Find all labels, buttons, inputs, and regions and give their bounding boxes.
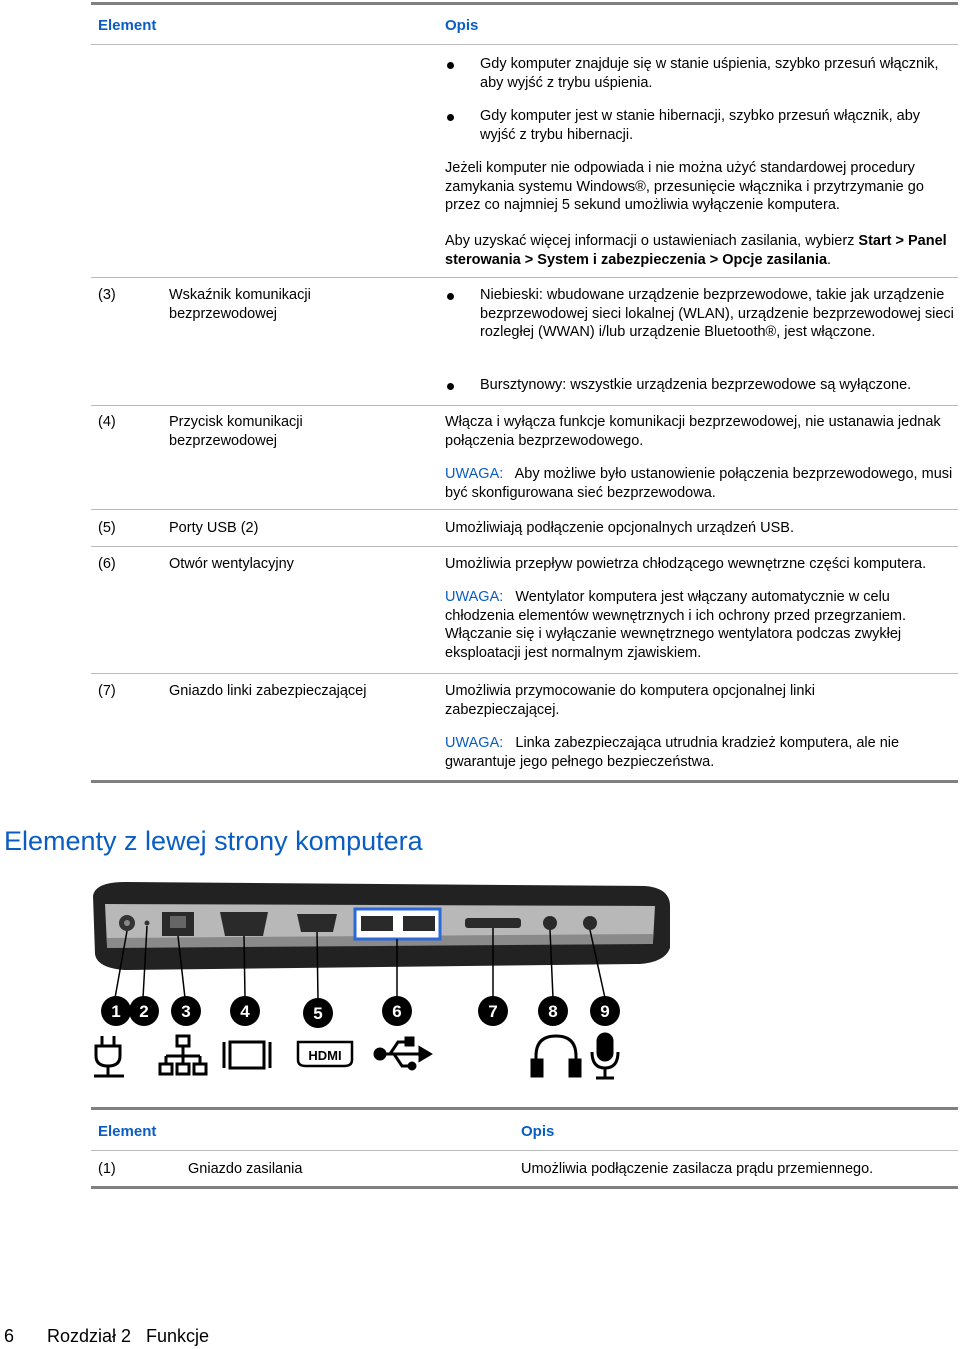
header-divider — [91, 1150, 958, 1151]
note-label: UWAGA: — [445, 466, 504, 482]
microphone-icon — [592, 1034, 618, 1078]
callout-8 — [537, 995, 569, 1027]
row-number: (4) — [98, 414, 116, 430]
callout-3 — [170, 995, 202, 1027]
row-description: Umożliwia przepływ powietrza chłodzącego wewnętrzne części komputera. — [445, 556, 927, 572]
paragraph-power-options — [445, 232, 957, 269]
note-label: UWAGA: — [445, 589, 504, 605]
row-description: Umożliwiają podłączenie opcjonalnych urządzeń USB. — [445, 520, 794, 536]
note — [445, 734, 950, 771]
row-divider — [91, 277, 958, 278]
column-header-element: Element — [98, 17, 157, 34]
hdmi-icon — [298, 1042, 352, 1066]
callout-6 — [381, 995, 413, 1027]
svg-text:3: 3 — [181, 1002, 191, 1021]
bullet-text: Gdy komputer znajduje się w stanie uśpienia, szybko przesuń włącznik, aby wyjść z trybu uśpienia. — [480, 56, 939, 91]
note — [445, 588, 945, 662]
headphones-icon — [532, 1036, 580, 1076]
svg-text:8: 8 — [548, 1002, 558, 1021]
row-divider — [91, 673, 958, 674]
callout-9 — [589, 995, 621, 1027]
table2-bottom-rule — [91, 1186, 958, 1189]
note-text: Wentylator komputera jest włączany automatycznie w celu chłodzenia elementów wewnętrznych i ich ochrony przed przegrzaniem. Włączanie się i wyłączanie wewnętrznego wentylatora podczas zwykłej eksploatacji jest normalnym zjawiskiem. — [445, 589, 907, 661]
bullet-icon — [447, 62, 454, 69]
svg-text:6: 6 — [392, 1002, 402, 1021]
row-divider — [91, 546, 958, 547]
row-number: (7) — [98, 683, 116, 699]
bullet-text: Niebieski: wbudowane urządzenie bezprzewodowe, takie jak urządzenie bezprzewodowej sieci lokalnej (WLAN), urządzenie bezprzewodowej sieci rozległej (WWAN) i/lub urządzenie Bluetooth®, jest włączone. — [480, 287, 954, 340]
row-description: Umożliwia podłączenie zasilacza prądu przemiennego. — [521, 1161, 874, 1177]
headphone-jack — [543, 916, 557, 930]
paragraph-text: Aby uzyskać więcej informacji o ustawieniach zasilania, wybierz — [445, 233, 859, 249]
row-element-name: Gniazdo zasilania — [188, 1161, 303, 1177]
paragraph: Jeżeli komputer nie odpowiada i nie można użyć standardowej procedury zamykania systemu Windows®, przesunięcie włącznika i przytrzymanie go przez co najmniej 5 sekund umożliwia wyłączenie komputera. — [445, 160, 924, 213]
usb-port — [403, 916, 435, 931]
row-number: (6) — [98, 556, 116, 572]
row-element-name: Porty USB (2) — [169, 520, 259, 536]
note-label: UWAGA: — [445, 735, 504, 751]
section-title: Elementy z lewej strony komputera — [4, 826, 423, 856]
note-text: Linka zabezpieczająca utrudnia kradzież komputera, ale nie gwarantuje jego pełnego bezpieczeństwa. — [445, 735, 900, 770]
page-number: 6 — [4, 1326, 15, 1346]
callout-2 — [128, 995, 160, 1027]
row-element-name: Wskaźnik komunikacji bezprzewodowej — [169, 287, 311, 322]
row-element-name: Gniazdo linki zabezpieczającej — [169, 683, 367, 699]
bullet-text: Bursztynowy: wszystkie urządzenia bezprzewodowe są wyłączone. — [480, 377, 912, 393]
callout-7 — [477, 995, 509, 1027]
row-number: (1) — [98, 1161, 116, 1177]
callout-5 — [302, 997, 334, 1029]
row-divider — [91, 509, 958, 510]
svg-text:9: 9 — [600, 1002, 610, 1021]
microphone-jack — [583, 916, 597, 930]
row-element-name: Przycisk komunikacji bezprzewodowej — [169, 414, 303, 449]
table-bottom-rule — [91, 780, 958, 783]
bullet-icon — [447, 383, 454, 390]
led-indicator — [145, 921, 150, 926]
note-text: Aby możliwe było ustanowienie połączenia bezprzewodowego, musi być skonfigurowana sieć bezprzewodowa. — [445, 466, 953, 501]
svg-text:1: 1 — [111, 1002, 121, 1021]
port-symbol-icons — [90, 1032, 640, 1082]
hdmi-port — [297, 914, 337, 932]
power-plug-icon — [94, 1036, 124, 1076]
usb-port — [361, 916, 393, 931]
vga-port — [220, 912, 268, 936]
bullet-icon — [447, 114, 454, 121]
table-top-rule — [91, 2, 958, 5]
callout-4 — [229, 995, 261, 1027]
row-divider — [91, 405, 958, 406]
row-element-name: Otwór wentylacyjny — [169, 556, 294, 572]
column-header-element: Element — [98, 1123, 157, 1140]
header-divider — [91, 44, 958, 45]
row-number: (5) — [98, 520, 116, 536]
usb-icon — [375, 1038, 430, 1069]
svg-text:4: 4 — [240, 1002, 250, 1021]
note — [445, 465, 957, 502]
network-icon — [160, 1036, 206, 1074]
paragraph-end: . — [827, 251, 832, 268]
row-number: (3) — [98, 287, 116, 303]
row-description: Umożliwia przymocowanie do komputera opcjonalnej linki zabezpieczającej. — [445, 683, 815, 718]
bullet-icon — [447, 293, 454, 300]
svg-text:7: 7 — [488, 1002, 498, 1021]
svg-text:2: 2 — [139, 1002, 149, 1021]
svg-text:5: 5 — [313, 1004, 323, 1023]
hdmi-label: HDMI — [308, 1048, 342, 1063]
row-description: Włącza i wyłącza funkcje komunikacji bezprzewodowej, nie ustanawia jednak połączenia bezprzewodowego. — [445, 414, 941, 449]
column-header-opis: Opis — [445, 17, 479, 34]
bullet-text: Gdy komputer jest w stanie hibernacji, szybko przesuń włącznik, aby wyjść z trybu hibernacji. — [480, 108, 921, 143]
column-header-opis: Opis — [521, 1123, 555, 1140]
chapter-title: Rozdział 2 Funkcje — [47, 1326, 210, 1346]
menu-path: Start > Panel sterowania > System i zabezpieczenia > Opcje zasilania — [445, 233, 947, 268]
table2-top-rule — [91, 1107, 958, 1110]
air-vent — [465, 918, 521, 928]
monitor-icon — [224, 1042, 270, 1068]
